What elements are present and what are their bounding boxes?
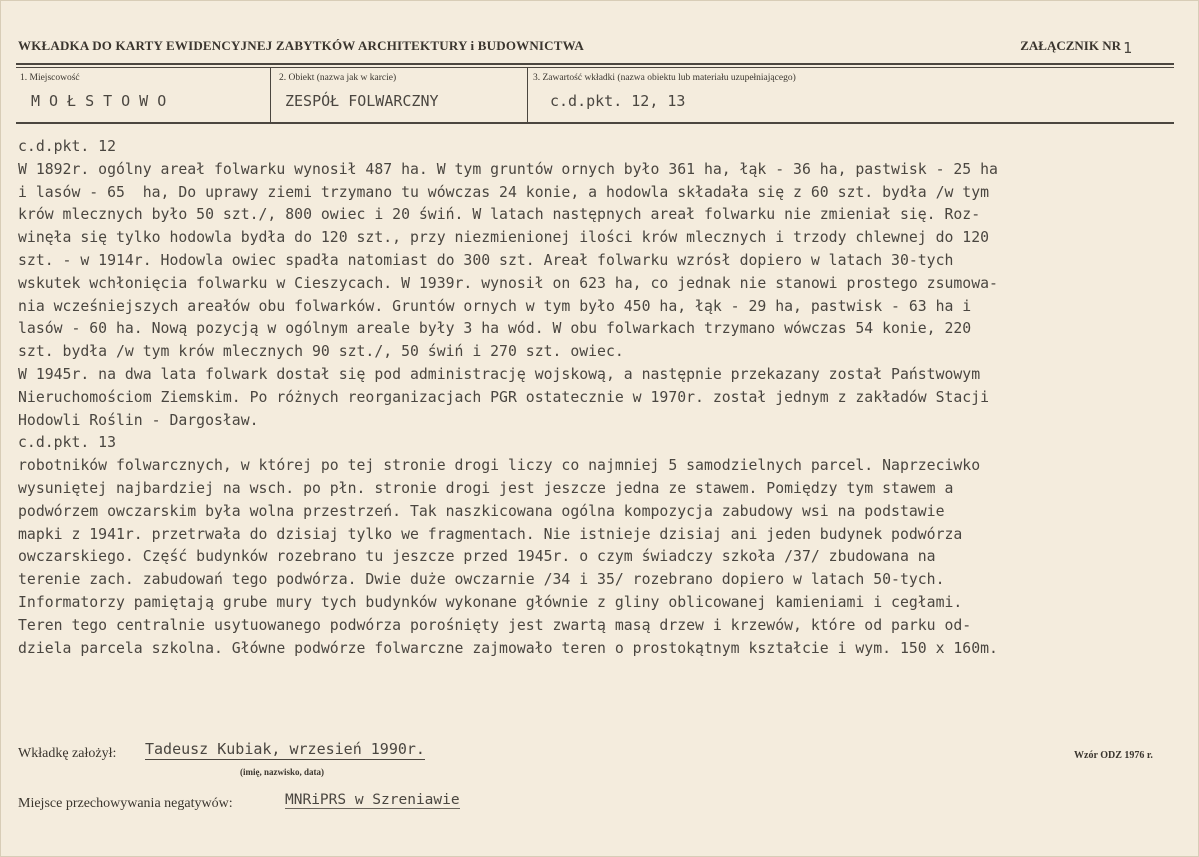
header-rule-second [16,67,1174,68]
author-value: Tadeusz Kubiak, wrzesień 1990r. [145,740,425,758]
field-object-value: ZESPÓŁ FOLWARCZNY [285,92,439,110]
body-line: i lasów - 65 ha, Do uprawy ziemi trzymano tu wówczas 24 konie, a hodowla składała się z 60 szt. bydła /w tym [18,183,990,201]
body-line: W 1945r. na dwa lata folwark dostał się pod administrację wojskową, a następnie przekazany został Państwowym [18,365,981,383]
form-code: Wzór ODZ 1976 r. [1074,750,1153,761]
body-line: krów mlecznych było 50 szt./, 800 owiec i 20 świń. W latach następnych areał folwarku nie zmieniał się. Roz- [18,206,981,224]
header-rule-bottom [16,122,1174,124]
negatives-label: Miejsce przechowywania negatywów: [18,796,233,811]
body-line: Informatorzy pamiętają grube mury tych budynków wykonane głównie z gliny oblicowanej kamieniami i cegłami. [18,593,963,611]
form-title: WKŁADKA DO KARTY EWIDENCYJNEJ ZABYTKÓW ARCHITEKTURY i BUDOWNICTWA [18,38,584,53]
header-rule-top [16,63,1174,65]
body-line: Hodowli Roślin - Dargosław. [18,411,259,429]
negatives-value-text: MNRiPRS w Szreniawie [285,792,460,808]
body-line: wskutek wchłonięcia folwarku w Cieszycach. W 1939r. wynosił on 623 ha, co jednak nie stanowi prostego zsumowa- [18,274,998,292]
negatives-value [285,792,460,808]
field-divider-1 [270,67,271,123]
body-line: winęła się tylko hodowla bydła do 120 szt., przy niezmienionej ilości krów mlecznych i trzody chlewnej do 120 [18,229,990,247]
body-line: terenie zach. zabudowań tego podwórza. Dwie duże owczarnie /34 i 35/ rozebrano dopiero w latach 50-tych. [18,571,945,589]
body-line: mapki z 1941r. przetrwała do dzisiaj tylko we fragmentach. Nie istnieje dzisiaj ani jeden budynek podwórza [18,525,963,543]
author-label: Wkładkę założył: [18,746,117,761]
field-object-label: 2. Obiekt (nazwa jak w karcie) [279,73,397,83]
body-line: szt. bydła /w tym krów mlecznych 90 szt./, 50 świń i 270 szt. owiec. [18,343,624,361]
body-line: c.d.pkt. 12 [18,138,116,155]
body-line: owczarskiego. Część budynków rozebrano tu jeszcze przed 1945r. o czym świadczy szkoła /37/ zbudowana na [18,548,936,566]
body-line: W 1892r. ogólny areał folwarku wynosił 487 ha. W tym gruntów ornych było 361 ha, łąk - 36 ha, pastwisk - 25 ha [18,160,998,178]
field-locality-label: 1. Miejscowość [20,73,80,83]
annex-label: ZAŁĄCZNIK NR [1020,38,1121,53]
body-line: Nieruchomościom Ziemskim. Po różnych reorganizacjach PGR ostatecznie w 1970r. został jednym z zakładów Stacji [18,388,990,406]
field-divider-2 [527,67,528,123]
field-contents-value: c.d.pkt. 12, 13 [550,92,686,110]
body-line: robotników folwarcznych, w której po tej stronie drogi liczy co najmniej 5 samodzielnych parcel. Naprzeciwko [18,457,981,475]
body-line: szt. - w 1914r. Hodowla owiec spadła natomiast do 300 szt. Areał folwarku wzrósł dopiero w latach 30-tych [18,251,954,269]
body-line: wysuniętej najbardziej na wsch. po płn. stronie drogi jest jeszcze jedna ze stawem. Pomiędzy tym stawem a [18,479,954,497]
author-hint: (imię, nazwisko, data) [240,767,324,777]
field-locality-value: MOŁSTOWO [31,92,176,110]
body-line: dziela parcela szkolna. Główne podwórze folwarczne zajmowało teren o prostokątnym kształcie i wym. 150 x 160m. [18,639,998,657]
field-contents-label: 3. Zawartość wkładki (nazwa obiektu lub materiału uzupełniającego) [533,73,796,83]
body-line: c.d.pkt. 13 [18,434,116,452]
body-line: podwórzem owczarskim była wolna przestrzeń. Tak naszkicowana ogólna kompozycja zabudowy wsi na podstawie [18,502,945,520]
body-line: Teren tego centralnie usytuowanego podwórza porośnięty jest zwartą masą drzew i krzewów, które od parku od- [18,616,972,634]
annex-number: 1 [1123,39,1133,57]
body-line: nia wcześniejszych areałów obu folwarków. Gruntów ornych w tym było 450 ha, łąk - 29 ha, pastwisk - 63 ha i [18,297,972,315]
typed-body-text [18,136,1178,660]
body-line: lasów - 60 ha. Nową pozycją w ogólnym areale były 3 ha wód. W obu folwarkach trzymano wówczas 54 konie, 220 [18,320,972,338]
